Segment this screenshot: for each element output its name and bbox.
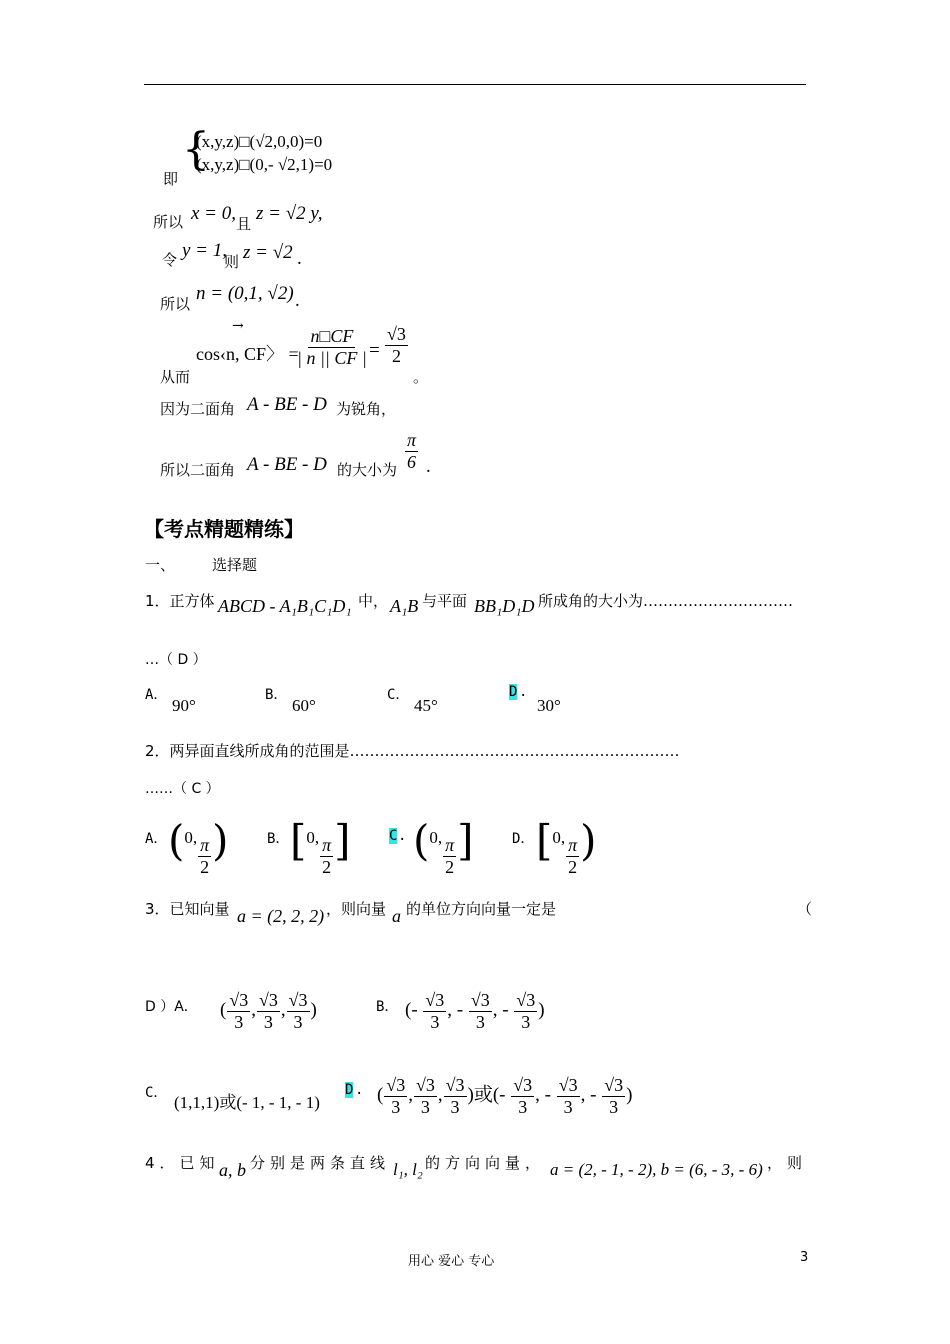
q4-vecs: a = (2, - 1, - 2), b = (6, - 3, - 6) [550,1160,763,1179]
subsection-number: 一、 [145,556,176,574]
q3-opt-d [377,1075,632,1117]
q1-line: A₁B [390,596,419,616]
q2-opt-c-pi: π [445,835,455,855]
q3-a: a [392,906,401,926]
ji-label: 即 [163,170,179,188]
q3-stem-b: ，则向量 [326,900,387,918]
q3-stem-a: 3．已知向量 [145,900,230,918]
q3-opt-a-num2: √3 [258,990,278,1010]
period: 。 [413,368,429,386]
q3-opt-d-or: 或 [473,1084,493,1106]
paren: ( [220,999,227,1021]
footer-text: 用心 爱心 专心 [408,1254,495,1269]
q1-opt-c-label: C． [387,687,410,703]
fraction-1-den: | n || CF | [297,347,367,368]
q2-opt-a-pi: π [200,835,210,855]
q3-opt-c-text: (1,1,1)或(- 1, - 1, - 1) [174,1093,320,1112]
q2-opt-d-zero: 0, [552,828,566,847]
q1-rest: 所成角的大小为………………………… [538,592,794,610]
q3-opt-d-num4: √3 [513,1075,533,1095]
q3-opt-d-den6: 3 [609,1096,619,1117]
so-prefix: 所以二面角 [160,461,236,479]
comma-minus: , - [447,999,468,1021]
q3-opt-a-den2: 3 [263,1011,273,1032]
q3-opt-b [405,990,545,1032]
paren: ( [377,1084,384,1106]
q2-opt-a-two: 2 [200,856,210,877]
paren: (- [492,1084,511,1106]
q3-opt-d-label: D [345,1082,354,1098]
pi-over-6 [404,430,419,472]
because-prefix: 因为二面角 [160,400,236,418]
q3-opt-c-label: C． [145,1085,168,1101]
header-rule [144,84,806,85]
q4-stem-a: 4．已知 [145,1154,220,1172]
q1-plane: BB₁D₁D [474,596,535,616]
q3-opt-b-num2: √3 [470,990,490,1010]
q1-opt-a-label: A． [145,687,168,703]
q3-answer: D ）A． [145,999,198,1015]
eq-x: x = 0, [191,203,237,224]
q1-opt-b-label: B． [265,687,288,703]
suoyi-1: 所以 [153,213,184,231]
q2-opt-b-pi: π [322,835,332,855]
system-line-1: (x,y,z)□(√2,0,0)=0 [196,132,323,151]
q3-opt-d-dot: . [355,1082,364,1098]
q3-paren-open: （ [797,900,813,918]
comma: , [280,999,286,1021]
q3-opt-d-den5: 3 [563,1096,573,1117]
page-number: 3 [800,1250,809,1265]
q3-opt-d-num1: √3 [386,1075,406,1095]
dot-1: . [297,248,302,269]
q3-opt-b-den2: 3 [475,1011,485,1032]
angle-expr-1: A - BE - D [247,394,327,415]
right-paren: ) [212,816,229,865]
eq-z: z = √2 y, [256,203,323,224]
q3-opt-b-den3: 3 [521,1011,531,1032]
left-paren: ( [413,816,430,865]
q2-opt-d-pi: π [568,835,578,855]
fraction-1-num: n□CF [310,326,354,346]
q2-opt-b-interval [290,816,351,877]
comma: , [251,999,256,1021]
pi-den: 6 [407,451,417,472]
q3-vec: a = (2, 2, 2) [237,906,325,926]
ling: 令 [162,251,178,269]
dot-3: . [426,456,431,477]
paren: (- [405,999,423,1021]
dot-2: . [295,290,300,311]
q3-opt-d-num3: √3 [445,1075,465,1095]
q4-stem-b: 分别是两条直线 [250,1154,391,1172]
vector-arrow-icon: → [232,318,244,334]
system-line-2: (x,y,z)□(0,- √2,1)=0 [196,155,333,174]
left-bracket: [ [536,816,553,865]
comma-minus: , - [535,1084,556,1106]
congr: 从而 [160,368,191,386]
q3-stem-c: 的单位方向向量一定是 [406,900,557,918]
subsection-title: 选择题 [212,556,258,574]
q3-opt-d-den4: 3 [518,1096,528,1117]
q2-opt-d-label: D． [512,831,535,847]
right-bracket: ] [457,816,474,865]
so-mid: 的大小为 [337,461,398,479]
q2-opt-c-dot: . [398,828,407,844]
q3-opt-a-den3: 3 [293,1011,303,1032]
q1-answer-line: …（ D ） [145,652,207,668]
suoyi-2: 所以 [160,295,191,313]
ze: 则 [224,253,240,271]
q1-opt-d-label: D [509,684,518,700]
right-paren: ) [580,816,597,865]
fraction-2-den: 2 [391,345,401,366]
q3-opt-d-num6: √3 [604,1075,624,1095]
q1-opt-b: 60° [292,696,316,715]
q2-opt-b-two: 2 [322,856,332,877]
fraction-1 [296,326,368,368]
paren: ) [626,1084,633,1106]
q2-opt-c-two: 2 [445,856,455,877]
paren: ) [310,999,317,1021]
q3-opt-a-num1: √3 [229,990,249,1010]
q3-opt-a-den1: 3 [234,1011,244,1032]
q3-opt-d-num2: √3 [415,1075,435,1095]
q4-ab: a, b [219,1160,246,1180]
comma: , [408,1084,413,1106]
q3-opt-b-label: B． [376,999,399,1015]
qie: 且 [236,215,252,233]
paren: ) [538,999,545,1021]
q2-opt-b-label: B． [267,831,290,847]
q2-opt-a-label: A． [145,831,168,847]
eq-sign: = [369,340,380,361]
q3-opt-d-den1: 3 [391,1096,401,1117]
q3-opt-d-den3: 3 [450,1096,460,1117]
eq-n: n = (0,1, √2) [196,283,294,304]
section-title: 【考点精题精练】 [144,517,304,541]
fraction-2-num: √3 [387,324,406,344]
q2-opt-c-zero: 0, [429,828,443,847]
comma: , [437,1084,443,1106]
q3-opt-b-num1: √3 [425,990,445,1010]
q3-opt-b-den1: 3 [430,1011,440,1032]
q2-opt-a-zero: 0, [184,828,198,847]
pi-num: π [407,430,417,450]
q3-opt-d-num5: √3 [558,1075,578,1095]
eq-z2: z = √2 [243,242,293,263]
q1-opt-d-dot: . [519,684,528,700]
q2-stem: 2．两异面直线所成角的范围是………………………………………………………… [145,742,680,760]
q2-opt-d-two: 2 [568,856,578,877]
q1-opt-a: 90° [172,696,196,715]
q3-opt-a [220,990,317,1032]
q2-answer-line: ……（ C ） [145,781,220,797]
right-bracket: ] [334,816,351,865]
q1-opt-d: 30° [537,696,561,715]
q1-zhong: 中， [358,592,389,610]
q2-opt-c-label: C [389,828,398,844]
q1-cube: ABCD - A₁B₁C₁D₁ [218,596,352,616]
because-suffix: 为锐角， [336,400,397,418]
q2-opt-d-interval [536,816,597,877]
q3-opt-d-den2: 3 [420,1096,430,1117]
q3-opt-a-num3: √3 [288,990,308,1010]
comma-minus: , - [492,999,514,1021]
left-paren: ( [168,816,185,865]
q1-opt-c: 45° [414,696,438,715]
cos-lhs: cos‹n, CF〉 = [196,344,299,364]
q4-stem-d: ，则 [767,1154,808,1172]
q4-l12: l₁, l₂ [393,1160,423,1179]
paren: ) [467,1084,474,1106]
left-brace: { [182,124,210,175]
left-bracket: [ [290,816,307,865]
fraction-2 [384,324,409,366]
q2-opt-b-zero: 0, [306,828,320,847]
angle-expr-2: A - BE - D [247,454,327,475]
q2-opt-c-interval [413,816,474,877]
q1-number: 1．正方体 [145,592,215,610]
q1-yu: 与平面 [422,592,468,610]
eq-y: y = 1, [182,240,228,261]
q2-opt-a-interval [168,816,229,877]
q3-opt-b-num3: √3 [516,990,536,1010]
q4-stem-c: 的方向向量， [425,1154,546,1172]
comma-minus: , - [580,1084,602,1106]
